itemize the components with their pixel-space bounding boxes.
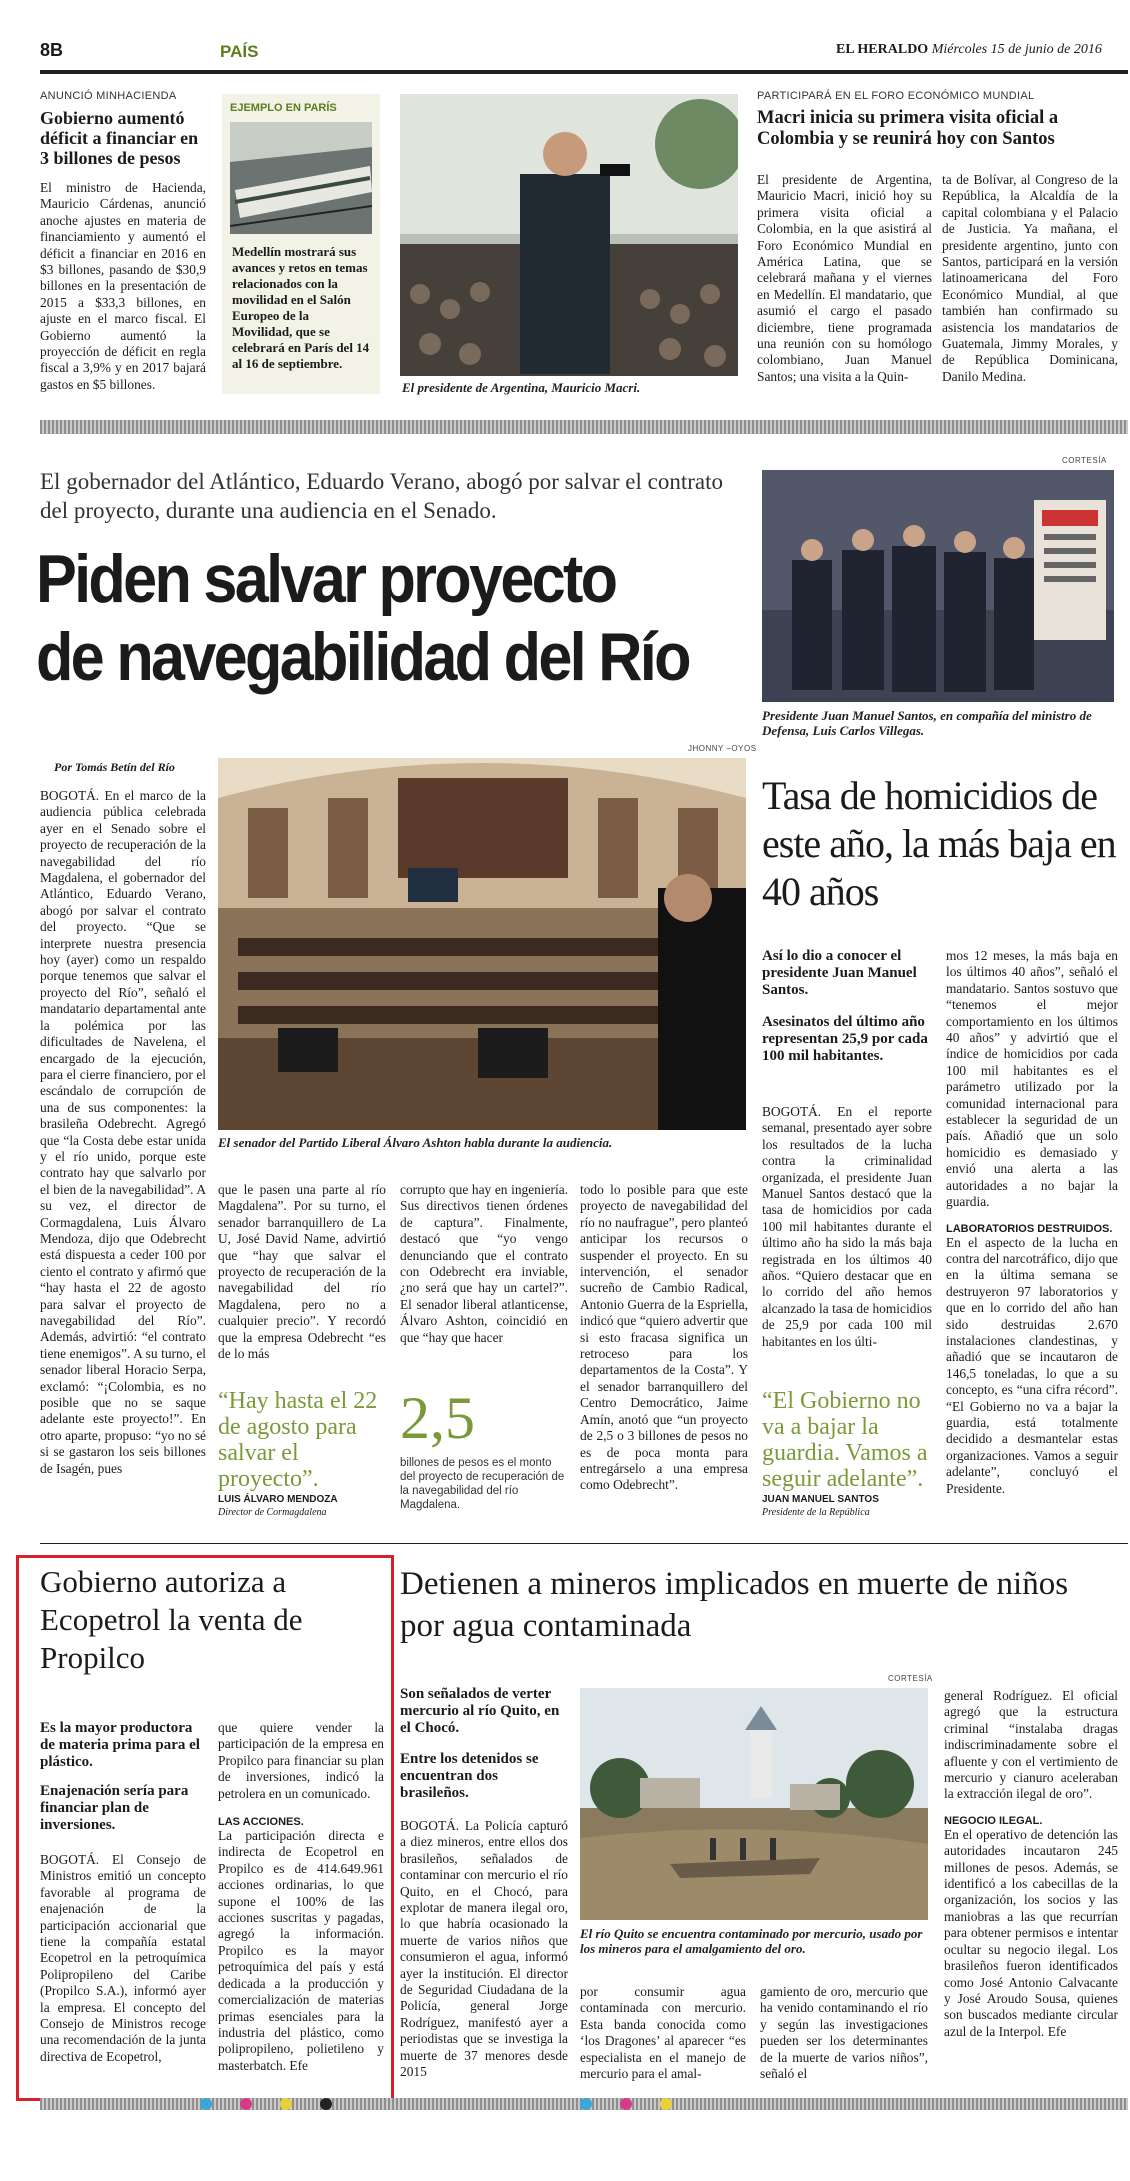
santos-image	[762, 470, 1114, 702]
story-rio-stat-text: billones de pesos es el monto del proyecto de recuperación de la navegabilidad del río Magdalena.	[400, 1457, 565, 1511]
senate-photo-credit: JHONNY –OYOS	[688, 744, 757, 753]
reg-dot-cyan-2	[580, 2098, 592, 2110]
photo-macri-caption: El presidente de Argentina, Mauricio Macri.	[402, 380, 641, 395]
story-macri-col2: ta de Bolívar, al Congreso de la República, la Alcaldía de la capital colombiana y el Palacio de Justicia. Ya mañana, el presidente argentino, junto con Santos, participará en la versión latinoamericana del Foro Económico Mundial, al que también han confirmado su asistencia los mandatarios de Guatemala, Jimmy Morales, y de República Dominicana, Danilo Medina.	[942, 172, 1118, 384]
story-propilco-deck2: Enajenación sería para financiar plan de inversiones.	[40, 1783, 189, 1833]
story-rio-quote-role: Director de Cormagdalena	[218, 1507, 327, 1518]
macri-image	[400, 94, 738, 376]
story-mineros-headline: Detienen a mineros implicados en muerte de niños por agua contaminada	[400, 1566, 1069, 1644]
story-homicidios-col2: mos 12 meses, la más baja en los últimos 40 años”, señaló el mandatario. Santos sostuvo que “tenemos el mejor comportamiento en los últimos 40 años” y advirtió que el índice de homicidios por cada 100 mil habitantes es el parámetro utilizado por la comunidad internacional para establecer la seguridad de un país. Añadió que un solo homicidio es demasiado y envió una alerta a las autoridades a no bajar la guardia.	[946, 948, 1118, 1210]
header-rule	[40, 70, 1128, 74]
story-homicidios-deck2: Asesinatos del último año representan 25,9 por cada 100 mil habitantes.	[762, 1014, 928, 1064]
story-mineros-deck2: Entre los detenidos se encuentran dos brasileños.	[400, 1751, 539, 1801]
photo-santos-caption: Presidente Juan Manuel Santos, en compañía del ministro de Defensa, Luis Carlos Villegas.	[762, 708, 1092, 738]
page-number: 8B	[40, 40, 64, 60]
story-homicidios-headline: Tasa de homicidios de este año, la más baja en 40 años	[762, 773, 1116, 914]
reg-dot-magenta	[240, 2098, 252, 2110]
santos-photo-credit: CORTESÍA	[1062, 456, 1107, 465]
story-mineros-col1: BOGOTÁ. La Policía capturó a diez mineros, entre ellos dos brasileños, señalados de contaminar con mercurio el río Quito, en el Chocó, para explotar de manera ilegal oro, lo que habría ocasionado la muerte de varios niños que consumieron el agua, informó ayer la institución. El director de Seguridad Ciudadana de la Policía, general Jorge Rodríguez, manifestó ayer a periodistas que se investiga la muerte de 37 menores desde 2015	[400, 1818, 568, 2080]
kicker: ANUNCIÓ MINHACIENDA	[40, 90, 177, 102]
kicker: PARTICIPARÁ EN EL FORO ECONÓMICO MUNDIAL	[757, 90, 1035, 102]
masthead: EL HERALDO	[836, 42, 929, 57]
photo-santos	[762, 470, 1114, 702]
rio-quito-image	[580, 1688, 928, 1920]
story-propilco-left	[40, 1720, 206, 2065]
story-rio-col3: corrupto que hay en ingeniería. Sus directivos tienen órdenes de captura”. Finalmente, destacó que “yo vengo denunciando que el contrato con Odebrecht era inviable, ¿no será que hay un cartel?”. El senador liberal atlanticense, Álvaro Ashton, coincidió en que “hay que hacer	[400, 1182, 568, 1345]
story-rio-stat-number: 2,5	[400, 1385, 475, 1451]
story-homicidios-col1: BOGOTÁ. En el reporte semanal, presentado ayer sobre los resultados de la lucha contra la criminalidad organizada, el presidente Juan Manuel Santos destacó que la tasa de homicidios por cada 100 mil habitantes durante el último año ha sido la más baja registrada en los últimos 40 años. “Quiero destacar que en lo corrido del año hemos alcanzado la tasa de homicidios de 25,9 por cada 100 mil habitantes en los últi-	[762, 1104, 932, 1349]
story-mineros-deck1: Son señalados de verter mercurio al río Quito, en el Chocó.	[400, 1686, 560, 1736]
story-deficit	[40, 90, 206, 393]
reg-dot-yellow-2	[660, 2098, 672, 2110]
metro-image	[230, 122, 372, 234]
story-propilco-deck1: Es la mayor productora de materia prima para el plástico.	[40, 1720, 200, 1770]
story-mineros-subhead: NEGOCIO ILEGAL.	[944, 1814, 1043, 1827]
issue-date: Miércoles 15 de junio de 2016	[931, 42, 1102, 57]
story-propilco-col1: BOGOTÁ. El Consejo de Ministros emitió un concepto favorable al programa de enajenación de la participación accionarial que tiene la compañía estatal Ecopetrol en la petroquímica Polipropileno del Caribe (Propilco S.A.), informó ayer la empresa. El concepto del Consejo de Ministros recoge una recomendación de la junta directiva de Ecopetrol,	[40, 1852, 206, 2064]
registration-marks	[200, 2097, 700, 2111]
photo-senate	[218, 758, 746, 1130]
story-rio-byline: Por Tomás Betín del Río	[54, 760, 175, 774]
body: El ministro de Hacienda, Mauricio Cárdenas, anunció anoche ajustes en materia de financiamiento y aumentó el déficit a financiar en 2016 en $3 billones, pasando de $30,9 billones en la presentación de 2015 a $33,3 billones, en ajuste en el marco fiscal. El Gobierno aumentó la proyección de déficit en regla fiscal a 3,9% y en 2017 bajará gastos en $5 billones.	[40, 180, 206, 392]
lower-divider	[40, 1543, 1128, 1544]
story-mineros-col2: por consumir agua contaminada con mercurio. Esta banda conocida como ‘los Dragones’ al aparecer “es especialista en el manejo de mercurio para el amal-	[580, 1984, 746, 2082]
story-macri-col1: El presidente de Argentina, Mauricio Macri, inició hoy su primera visita oficial a Colombia, en la que asistirá al Foro Económico Mundial en América Latina, que se celebrará mañana y el viernes en Medellín. El mandatario, que asumió el cargo el pasado diciembre, tiene programada una reunión con su homólogo colombiano, Juan Manuel Santos; una visita a la Quin-	[757, 172, 932, 384]
story-macri	[757, 90, 1117, 150]
headline: Gobierno aumentó déficit a financiar en 3 billones de pesos	[40, 108, 199, 168]
story-rio-headline	[36, 540, 689, 696]
story-homicidios-col2b: En el aspecto de la lucha en contra del narcotráfico, dijo que en la última semana se destruyeron 97 laboratorios y que en lo corrido del año han sido destruidas 2.670 instalaciones clandestinas, y añadió que se incautaron de 146,5 toneladas, lo que a su concepto, es “una cifra récord”. “El Gobierno no va a bajar la guardia, está totalmente decidido a desmantelar estas organizaciones. Vamos a seguir adelante”, concluyó el Presidente.	[946, 1234, 1118, 1496]
story-mineros-col4a: general Rodríguez. El oficial agregó que la estructura criminal “instalaba dragas indiscriminadamente sobre el afluente y con el vertimiento de mercurio y cianuro aceleraban la extracción ilegal de oro”.	[944, 1688, 1118, 1802]
story-rio-col2: que le pasen una parte al río Magdalena”. Por su turno, el senador barranquillero de La U, José David Name, advirtió que “hay que salvar el proyecto de recuperación de la navegabilidad del río Magdalena, pero no a cualquier precio”. Y recordó que la empresa Odebrecht “es de lo más	[218, 1182, 386, 1362]
box-text: Medellín mostrará sus avances y retos en temas relacionados con la movilidad en el Salón Europeo de la Movilidad, que se celebrará en París del 14 al 16 de septiembre.	[232, 244, 370, 371]
story-homicidios-subhead: LABORATORIOS DESTRUIDOS.	[946, 1222, 1113, 1235]
story-rio-deck: El gobernador del Atlántico, Eduardo Verano, abogó por salvar el contrato del proyecto, durante una audiencia en el Senado.	[40, 469, 723, 523]
box-title: EJEMPLO EN PARÍS	[230, 102, 337, 114]
story-homicidios-deck1: Así lo dio a conocer el presidente Juan Manuel Santos.	[762, 948, 917, 998]
headline: Macri inicia su primera visita oficial a Colombia y se reunirá hoy con Santos	[757, 108, 1059, 149]
reg-dot-magenta-2	[620, 2098, 632, 2110]
reg-dot-black	[320, 2098, 332, 2110]
photo-macri	[400, 94, 738, 376]
story-rio-col4: todo lo posible para que este proyecto de navegabilidad del río no naufrague”, pero planteó anticipar los recursos o suspender el proyecto. En su intervención, el senador sucreño de Cambio Radical, Antonio Guerra de la Espriella, indicó que “quiero advertir que si esto fracasa significa un retroceso para los departamentos de la Costa”. Y el senador barranquillero del Centro Democrático, Jaime Amín, anotó que “un proyecto de 2,5 o 3 billones de pesos no es de poca monta para entregárselo a una empresa como Odebrecht”.	[580, 1182, 748, 1493]
story-rio-quote-name: LUIS ÁLVARO MENDOZA	[218, 1494, 338, 1505]
photo-senate-caption: El senador del Partido Liberal Álvaro Ashton habla durante la audiencia.	[218, 1135, 613, 1150]
story-mineros-col4b: En el operativo de detención las autoridades incautaron 245 millones de pesos. Además, se identificó a los cabecillas de la organización, los socios y las maniobras a las que recurrían para obtener permisos e intentar ocultar su negocio ilegal. Los brasileños fueron identificados como José Antonio Calvacante y José Aroudo Sousa, quienes son buscados mediante circular azul de la Interpol. Efe	[944, 1826, 1118, 2039]
senate-image	[218, 758, 746, 1130]
reg-dot-cyan	[200, 2098, 212, 2110]
story-propilco-headline: Gobierno autoriza a Ecopetrol la venta de Propilco	[40, 1564, 303, 1675]
reg-dot-yellow	[280, 2098, 292, 2110]
story-mineros-col3: gamiento de oro, mercurio que ha venido contaminando el río y según las investigaciones pueden ser los determinantes de la muerte de varios niños”, señaló el	[760, 1984, 928, 2082]
headline-line2: de navegabilidad del Río	[36, 619, 689, 695]
story-rio-col1: BOGOTÁ. En el marco de la audiencia pública celebrada ayer en el Senado sobre el proyecto de recuperación de la navegabilidad del río Magdalena, el gobernador del Atlántico, Eduardo Verano, abogó por salvar el contrato del proyecto. “Que se interprete nuestra presencia hoy (ayer) como un respaldo porque tenemos que salvar el proyecto del Río”, señaló el mandatario departamental ante la polémica por las dificultades de Navelena, el encargado de la ejecución, para el cierre financiero, por el escándalo de corrupción de una de sus componentes: la brasileña Odebrecht. Agregó que “la Costa debe estar unida y el río unido, porque este contrato hay que salvarlo por el bien de la navegabilidad”. A su vez, el director de Cormagdalena, Luis Álvaro Mendoza, dijo que Odebrecht está dispuesta a ceder 100 por ciento el contrato y afirmó que “hay hasta el 22 de agosto para salvar el proyecto de navegabilidad del Río”. Además, advirtió: “el contrato tiene enemigos”. A su turno, el senador liberal Horacio Serpa, exclamó: “¡Colombia, es no posible que no se saque adelante este proyecto!”. En otro aparte, propuso: “yo no sé si se gastaron los seis billones de Isagén, pues	[40, 788, 206, 1476]
mineros-photo-credit: CORTESÍA	[888, 1674, 933, 1683]
story-rio-quote: “Hay hasta el 22 de agosto para salvar el proyecto”.	[218, 1388, 378, 1492]
story-propilco-right	[218, 1720, 384, 2074]
story-propilco-col2b: La participación directa e indirecta de Ecopetrol en Propilco es de 414.649.961 acciones ordinarias, lo que supone el 100% de las acciones suscritas y pagadas, agregó la información. Propilco es la mayor petroquímica del país y está dedicada a la producción y comercialización de materias primas esenciales para la industria del plástico, como polipropileno, polietileno y masterbatch. Efe	[218, 1828, 384, 2073]
story-mineros-right	[944, 1688, 1118, 2040]
photo-rio-quito-caption: El río Quito se encuentra contaminado por mercurio, usado por los mineros para el amalgamiento del oro.	[580, 1926, 923, 1956]
story-mineros-left	[400, 1686, 568, 2081]
story-homicidios-col2-wrap	[946, 948, 1118, 1497]
story-homicidios-quote-role: Presidente de la República	[762, 1507, 870, 1518]
photo-rio-quito	[580, 1688, 928, 1920]
section-name: PAÍS	[220, 42, 259, 61]
story-propilco-col2a: que quiere vender la participación de la empresa en Propilco para financiar su plan de inversiones, indicó la petrolera en un comunicado.	[218, 1720, 384, 1801]
newspaper-name	[836, 42, 1102, 58]
section-divider	[40, 420, 1128, 434]
story-propilco-subhead: LAS ACCIONES.	[218, 1816, 304, 1829]
story-homicidios-quote-name: JUAN MANUEL SANTOS	[762, 1494, 879, 1505]
metro-photo	[230, 122, 372, 234]
headline-line1: Piden salvar proyecto	[36, 541, 616, 617]
story-homicidios-quote: “El Gobierno no va a bajar la guardia. Vamos a seguir adelante”.	[762, 1388, 928, 1492]
box-paris	[222, 94, 380, 394]
